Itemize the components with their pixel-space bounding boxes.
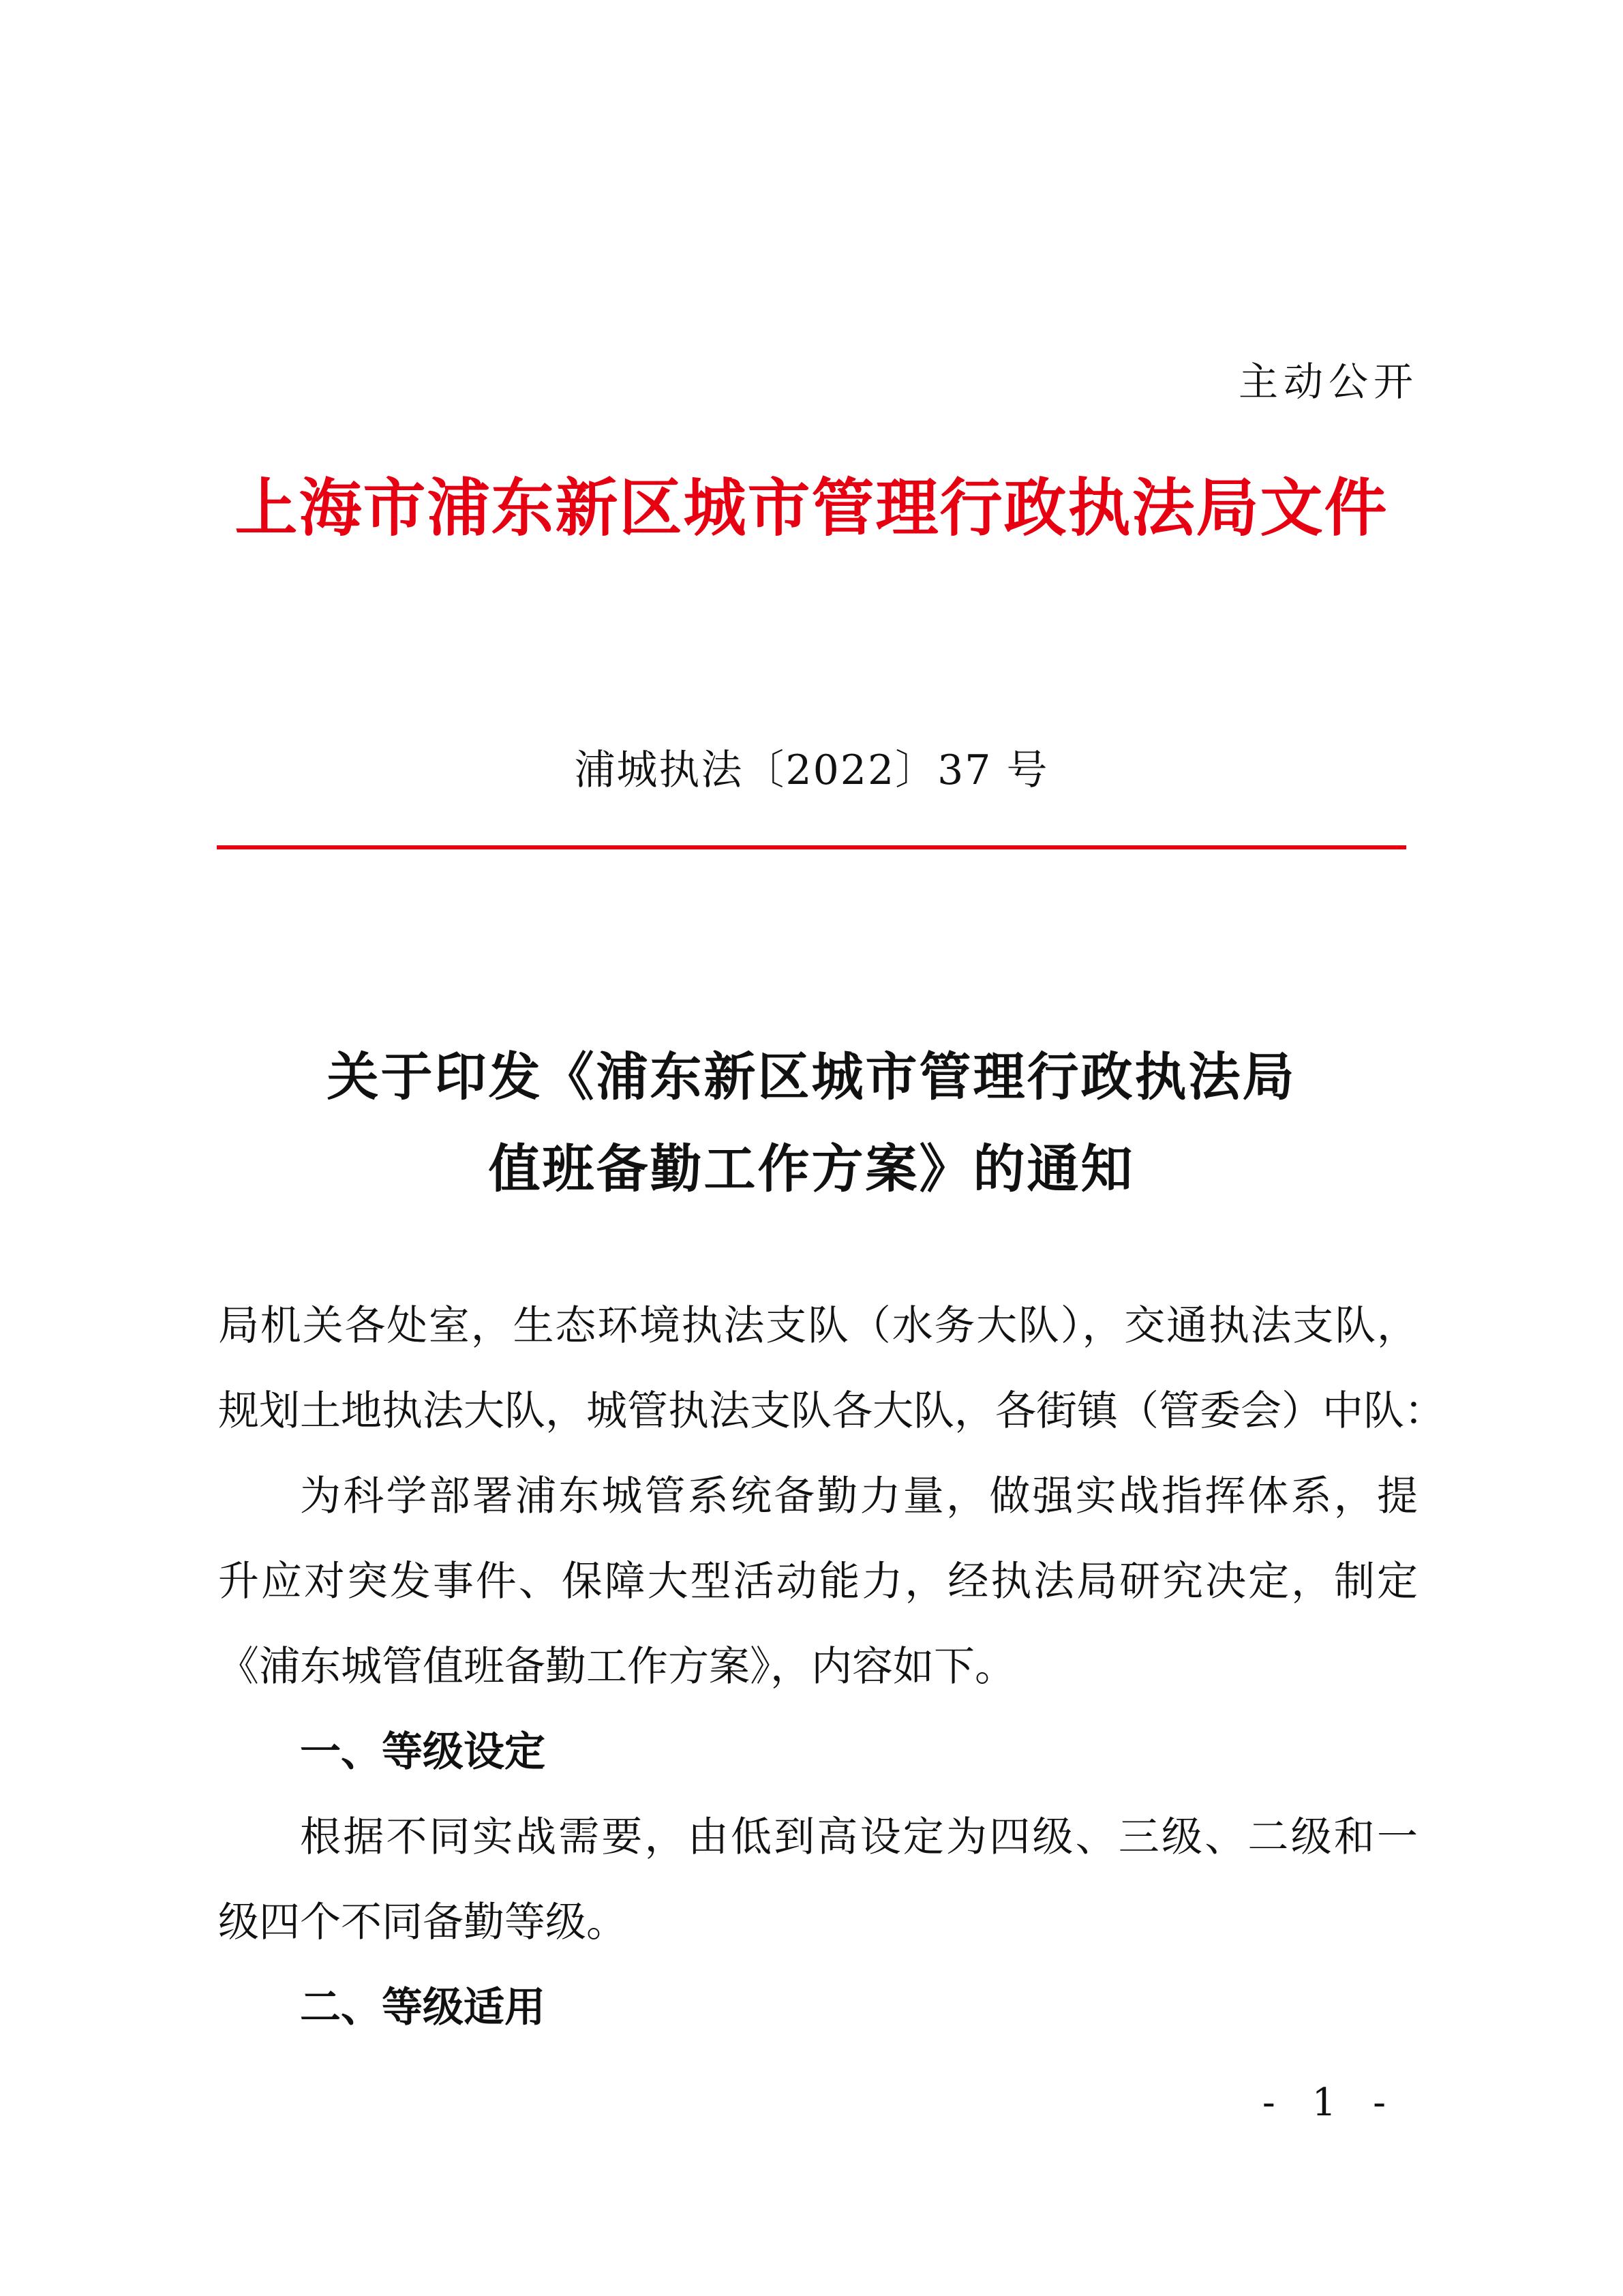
paragraph-1-line-3: 《浦东城管值班备勤工作方案》，内容如下。 [218,1643,1016,1691]
document-heading-line-2: 值班备勤工作方案》的通知 [488,1138,1135,1199]
page-number: - 1 - [1262,2081,1398,2125]
red-divider [217,845,1406,849]
paragraph-1-line-2: 升应对突发事件、保障大型活动能力，经执法局研究决定，制定 [218,1558,1418,1605]
recipients-line-2: 规划土地执法大队，城管执法支队各大队，各街镇（管委会）中队： [218,1387,1445,1435]
recipients-line-1: 局机关各处室，生态环境执法支队（水务大队），交通执法支队， [218,1302,1418,1350]
document-heading-line-1: 关于印发《浦东新区城市管理行政执法局 [327,1046,1296,1107]
section-1-line-1: 根据不同实战需要，由低到高设定为四级、三级、二级和一 [300,1813,1418,1861]
paragraph-1-line-1: 为科学部署浦东城管系统备勤力量，做强实战指挥体系，提 [300,1472,1418,1520]
disclosure-label: 主动公开 [1238,359,1419,405]
section-1-heading: 一、等级设定 [300,1728,545,1776]
section-2-heading: 二、等级适用 [300,1984,545,2031]
section-1-line-2: 级四个不同备勤等级。 [218,1899,627,1946]
document-number: 浦城执法〔2022〕37 号 [574,746,1049,794]
agency-title: 上海市浦东新区城市管理行政执法局文件 [234,471,1389,545]
